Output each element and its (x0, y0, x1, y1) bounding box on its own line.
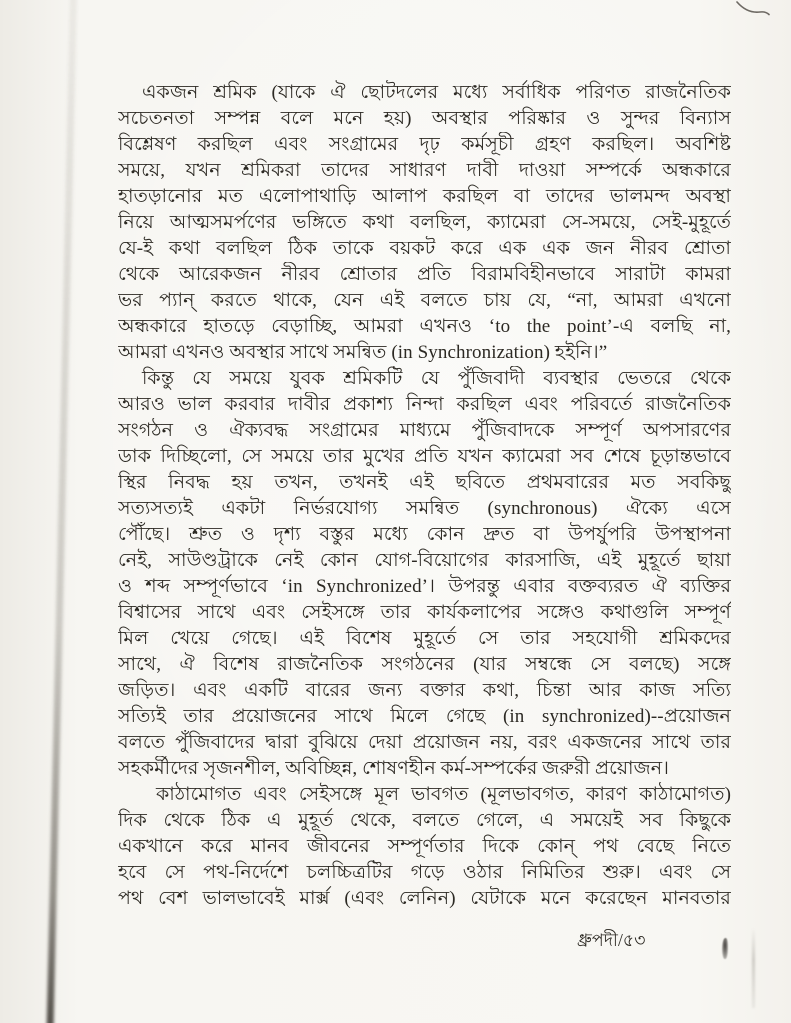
text-line: সত্যসত্যই একটা নির্ভরযোগ্য সমন্বিত (synchronous) ঐক্যে এসে (118, 498, 731, 519)
paragraph-1 (118, 80, 731, 366)
text-line: বিশ্লেষণ করছিল এবং সংগ্রামের দৃঢ় কর্মসূচী গ্রহণ করছিল। অবশিষ্ট (118, 134, 731, 155)
text-line: সাথে, ঐ বিশেষ রাজনৈতিক সংগঠনের (যার সম্বন্ধে সে বলছে) সঙ্গে (118, 654, 731, 675)
text-line: ও শব্দ সম্পূর্ণভাবে ‘in Synchronized’। উপরন্তু এবার বক্তব্যরত ঐ ব্যক্তির (118, 576, 731, 597)
text-line: স্থির নিবদ্ধ হয় তখন, তখনই এই ছবিতে প্রথমবারের মত সবকিছু (118, 472, 731, 493)
pen-mark (728, 0, 778, 20)
text-line: থেকে আরেকজন নীরব শ্রোতার প্রতি বিরামবিহীনভাবে সারাটা কামরা (118, 264, 731, 285)
text-line: সত্যিই তার প্রয়োজনের সাথে মিলে গেছে (in synchronized)--প্রয়োজন (118, 706, 731, 727)
paragraph-2 (118, 366, 731, 782)
text-line: মিল খেয়ে গেছে। এই বিশেষ মুহূর্তে সে তার সহযোগী শ্রমিকদের (118, 628, 731, 649)
text-line: একখানে করে মানব জীবনের সম্পূর্ণতার দিকে কোন্ পথ বেছে নিতে (118, 836, 731, 857)
text-line: নিয়ে আত্মসমর্পণের ভঙ্গিতে কথা বলছিল, ক্যামেরা সে-সময়ে, সেই-মুহূর্তে (118, 212, 731, 233)
text-line: পথ বেশ ভালভাবেই মার্ক্স (এবং লেনিন) যেটাকে মনে করেছেন মানবতার (118, 888, 731, 909)
page-footer: ধ্রুপদী/৫৩ (577, 930, 646, 950)
ink-blot (722, 938, 728, 959)
text-line: বিশ্বাসের সাথে এবং সেইসঙ্গে তার কার্যকলাপের সঙ্গেও কথাগুলি সম্পূর্ণ (118, 602, 731, 623)
text-line: দিক থেকে ঠিক এ মুহূর্ত থেকে, বলতে গেলে, এ সময়েই সব কিছুকে (118, 810, 731, 831)
text-line: যে-ই কথা বলছিল ঠিক তাকে বয়কট করে এক এক জন নীরব শ্রোতা (118, 238, 731, 259)
text-line: কিন্তু যে সময়ে যুবক শ্রমিকটি যে পুঁজিবাদী ব্যবস্থার ভেতরে থেকে (142, 368, 731, 389)
text-line: ডাক দিচ্ছিলো, সে সময়ে তার মুখের প্রতি যখন ক্যামেরা সব শেষে চূড়ান্তভাবে (118, 446, 731, 467)
text-block (118, 80, 731, 912)
text-line: ভর প্যান্ করতে থাকে, যেন এই বলতে চায় যে, “না, আমরা এখনো (118, 290, 731, 311)
text-line: পৌঁছে। শ্রুত ও দৃশ্য বস্তুর মধ্যে কোন দ্রুত বা উপর্যুপরি উপস্থাপনা (118, 524, 731, 545)
text-line: সচেতনতা সম্পন্ন বলে মনে হয়) অবস্থার পরিষ্কার ও সুন্দর বিন্যাস (118, 108, 731, 129)
text-line: সময়ে, যখন শ্রমিকরা তাদের সাধারণ দাবী দাওয়া সম্পর্কে অন্ধকারে (118, 160, 731, 181)
book-gutter-crease (46, 0, 77, 1023)
text-line: সহকর্মীদের সৃজনশীল, অবিচ্ছিন্ন, শোষণহীন কর্ম-সম্পর্কের জরুরী প্রয়োজন। (118, 758, 670, 779)
text-line: আরও ভাল করবার দাবীর প্রকাশ্য নিন্দা করছিল এবং পরিবর্তে রাজনৈতিক (118, 394, 731, 415)
text-line: জড়িত। এবং একটি বারের জন্য বক্তার কথা, চিন্তা আর কাজ সত্যি (118, 680, 731, 701)
text-line: অন্ধকারে হাতড়ে বেড়াচ্ছি, আমরা এখনও ‘to the point’-এ বলছি না, (118, 316, 731, 337)
text-line: হাতড়ানোর মত এলোপাথাড়ি আলাপ করছিল বা তাদের ভালমন্দ অবস্থা (118, 186, 731, 207)
paragraph-3 (118, 782, 731, 912)
text-line: কাঠামোগত এবং সেইসঙ্গে মূল ভাবগত (মূলভাবগত, কারণ কাঠামোগত) (156, 784, 731, 805)
edge-smudge (752, 928, 755, 1008)
text-line: হবে সে পথ-নির্দেশে চলচ্চিত্রটির গড়ে ওঠার নিমিতির শুরু। এবং সে (118, 862, 731, 883)
text-line: আমরা এখনও অবস্থার সাথে সমন্বিত (in Synchronization) হইনি।” (118, 342, 608, 363)
text-line: নেই, সাউণ্ডট্রাকে নেই কোন যোগ-বিয়োগের কারসাজি, এই মুহূর্তে ছায়া (118, 550, 731, 571)
text-line: সংগঠন ও ঐক্যবদ্ধ সংগ্রামের মাধ্যমে পুঁজিবাদকে সম্পূর্ণ অপসারণের (118, 420, 731, 441)
text-line: একজন শ্রমিক (যাকে ঐ ছোটদলের মধ্যে সর্বাধিক পরিণত রাজনৈতিক (142, 82, 731, 103)
text-line: বলতে পুঁজিবাদের দ্বারা বুঝিয়ে দেয়া প্রয়োজন নয়, বরং একজনের সাথে তার (118, 732, 731, 753)
